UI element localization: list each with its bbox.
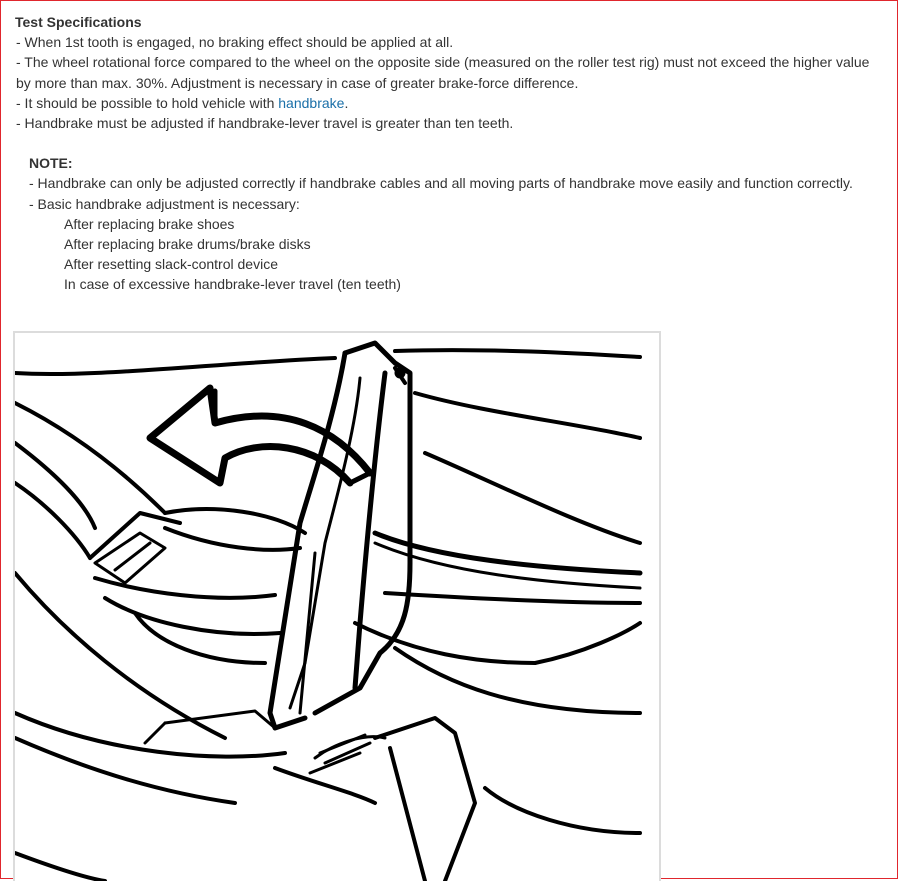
document-body — [15, 12, 887, 295]
test-specifications-heading: Test Specifications — [15, 14, 142, 30]
note-heading: NOTE: — [29, 155, 73, 172]
note-item-2: - Basic handbrake adjustment is necessary: — [29, 195, 300, 212]
note-item-1: - Handbrake can only be adjusted correctly if handbrake cables and all moving parts of handbrake move easily and function correctly. — [29, 175, 853, 192]
spec-item-2: - The wheel rotational force compared to the wheel on the opposite side (measured on the roller test rig) must not exceed the higher value by more than max. 30%. Adjustment is necessary in case of greater brake-force difference. — [16, 54, 870, 91]
note-subitem-1: After replacing brake shoes — [64, 215, 235, 232]
note-subitem-4: In case of excessive handbrake-lever travel (ten teeth) — [64, 276, 401, 293]
note-section — [15, 153, 887, 294]
spec-item-3-suffix: . — [344, 94, 349, 111]
handbrake-link[interactable]: handbrake — [278, 94, 345, 111]
spec-item-4: - Handbrake must be adjusted if handbrake-lever travel is greater than ten teeth. — [16, 115, 514, 132]
note-subitem-3: After resetting slack-control device — [64, 256, 278, 273]
spec-item-1: - When 1st tooth is engaged, no braking effect should be applied at all. — [16, 34, 454, 51]
handbrake-lever-illustration — [13, 331, 661, 881]
note-subitem-2: After replacing brake drums/brake disks — [64, 236, 311, 253]
spec-item-3 — [15, 93, 887, 113]
spec-item-3-text: - It should be possible to hold vehicle with — [16, 94, 279, 111]
handbrake-line-drawing — [15, 333, 659, 881]
